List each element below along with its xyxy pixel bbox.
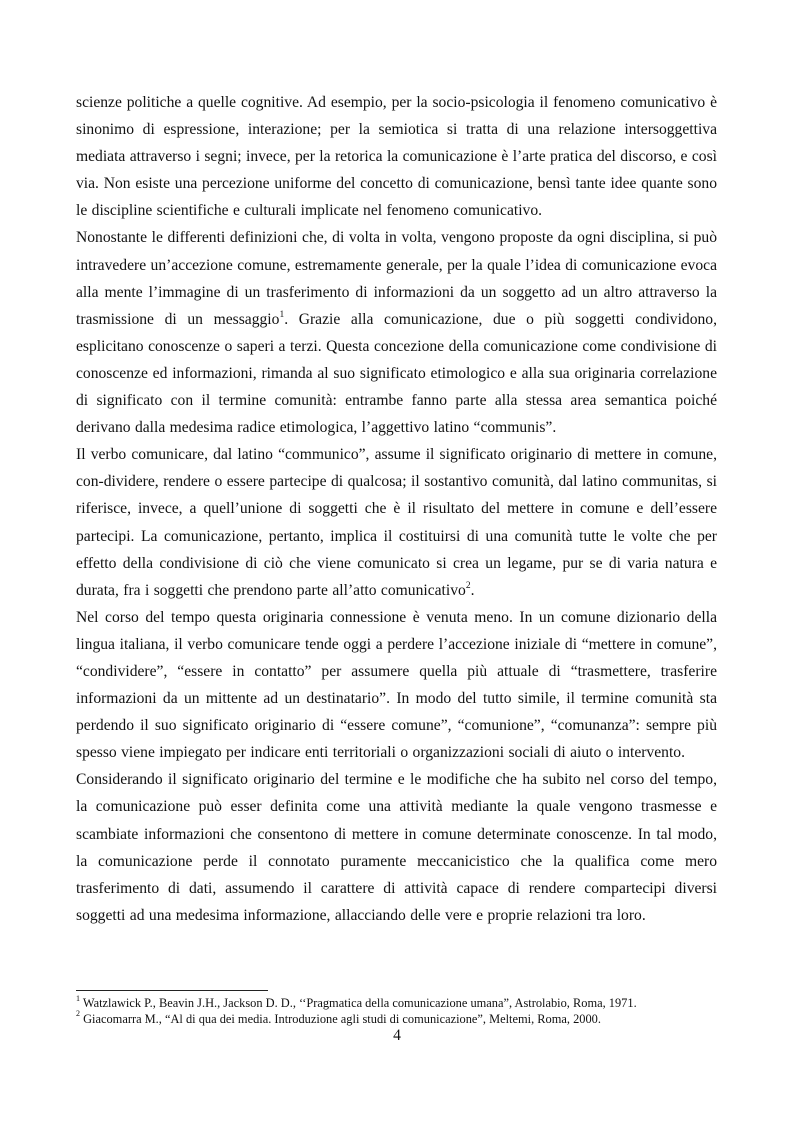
footnote-ref-2[interactable]: 2 [465,581,471,591]
paragraph-3 [76,441,717,604]
paragraph-4 [76,604,717,767]
footnote-text: Watzlawick P., Beavin J.H., Jackson D. D., ‘‘Pragmatica della comunicazione umana”, Astrolabio, Roma, 1971. [80,996,637,1010]
footnote-number: 1 [76,993,80,1003]
paragraph-1 [76,89,717,224]
footnote-1 [76,993,726,1012]
footnote-ref-1[interactable]: 1 [279,310,285,321]
footnote-text: Giacomarra M., “Al di qua dei media. Introduzione agli studi di comunicazione”, Meltemi, Roma, 2000. [80,1011,601,1026]
footnotes [76,993,726,1027]
paragraph-text: Nel corso del tempo questa originaria connessione è venuta meno. In un comune dizionario della lingua italiana, il verbo comunicare tende oggi a perdere l’accezione iniziale di “mettere in comune”, “condividere”, “essere in contatto” per assumere quella più attuale di “trasmettere, trasferire informazioni da un mittente ad un destinatario”. In modo del tutto simile, il termine comunità sta perdendo il suo significato originario di “essere comune”, “comunione”, “comunanza”: sempre più spesso viene impiegato per indicare enti territoriali o organizzazioni sociali di aiuto o intervento. [76,608,717,762]
paragraph-text: Considerando il significato originario del termine e le modifiche che ha subito nel corso del tempo, la comunicazione può esser definita come una attività mediante la quale vengono trasmesse e scambiate informazioni che consentono di mettere in comune determinate conoscenze. In tal modo, la comunicazione perde il connotato puramente meccanicistico che la qualifica come mero trasferimento di dati, assumendo il carattere di attività capace di rendere compartecipi diversi soggetti ad una medesima informazione, allacciando delle vere e proprie relazioni tra loro. [76,771,717,924]
page-number: 4 [393,1027,401,1044]
footnote-separator [76,990,268,991]
paragraph-text: Il verbo comunicare, dal latino “communico”, assume il significato originario di mettere in comune, con-dividere, rendere o essere partecipe di qualcosa; il sostantivo comunità, dal latino communitas, si riferisce, invece, a quell’unione di soggetti che è il risultato del mettere in comune e dell’essere partecipi. La comunicazione, pertanto, implica il costituirsi di una comunità tutte le volte che per effetto della condivisione di ciò che viene comunicato si crea un legame, pur se di varia natura e durata, fra i soggetti che prendono parte all’atto comunicativo [76,446,717,599]
footnote-2 [76,1009,726,1028]
paragraph-text: . Grazie alla comunicazione, due o più soggetti condividono, esplicitano conoscenze o saperi a terzi. Questa concezione della comunicazione come condivisione di conoscenze ed informazioni, rimanda al suo significato etimologico e alla sua originaria correlazione di significato con il termine comunità: entrambe fanno parte alla stessa area semantica poiché derivano dalla medesima radice etimologica, l’aggettivo latino “communis”. [76,310,717,437]
footnote-number: 2 [76,1009,80,1019]
paragraph-text: Nonostante le differenti definizioni che, di volta in volta, vengono proposte da ogni disciplina, si può intravedere un’accezione comune, estremamente generale, per la quale l’idea di comunicazione evoca alla mente l’immagine di un trasferimento di informazioni da un soggetto ad un altro attraverso la trasmissione di un messaggio [76,229,717,328]
paragraph-text: scienze politiche a quelle cognitive. Ad esempio, per la socio-psicologia il fenomeno comunicativo è sinonimo di espressione, interazione; per la semiotica si tratta di una relazione intersoggettiva mediata attraverso i segni; invece, per la retorica la comunicazione è l’arte pratica del discorso, e così via. Non esiste una percezione uniforme del concetto di comunicazione, bensì tante idee quante sono le discipline scientifiche e culturali implicate nel fenomeno comunicativo. [76,94,717,220]
paragraph-5 [76,766,717,929]
page-body [76,89,717,929]
paragraph-text: . [470,581,475,599]
paragraph-2 [76,224,717,441]
